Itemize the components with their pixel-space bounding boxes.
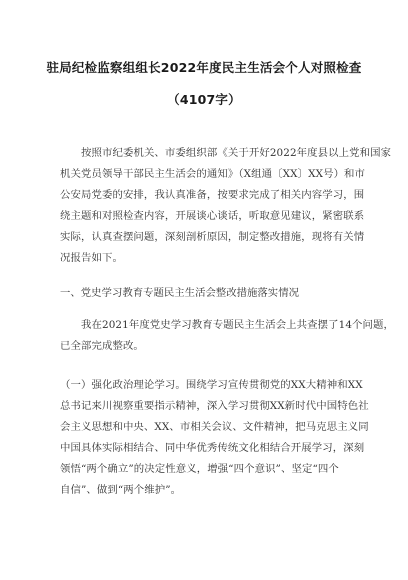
paragraph-line: 中国具体实际相结合、同中华优秀传统文化相结合开展学习，深刻 bbox=[60, 442, 365, 454]
paragraph-line: 自信”、做到“两个维护”。 bbox=[60, 484, 182, 496]
paragraph-line: 况报告如下。 bbox=[60, 252, 123, 264]
paragraph-line: 机关党员领导干部民主生活会的通知》（X组通〔XX〕XX号）和市 bbox=[60, 168, 366, 180]
paragraph-line: 我在2021年度党史学习教育专题民主生活会上共查摆了14个问题， bbox=[81, 319, 395, 331]
section-heading: 一、党史学习教育专题民主生活会整改措施落实情况 bbox=[60, 287, 299, 299]
intro-paragraph bbox=[60, 143, 392, 269]
paragraph-line: （一）强化政治理论学习。围绕学习宣传贯彻党的XX大精神和XX bbox=[60, 379, 363, 391]
item-paragraph bbox=[60, 375, 369, 501]
document-title: 驻局纪检监察组组长2022年度民主生活会个人对照检查 bbox=[46, 60, 362, 75]
paragraph-line: 公安局党委的安排，我认真准备，按要求完成了相关内容学习，围 bbox=[60, 189, 365, 201]
paragraph-line: 领悟“两个确立”的决定性意义，增强“四个意识”、坚定“四个 bbox=[60, 463, 339, 475]
paragraph-line: 已全部完成整改。 bbox=[60, 340, 144, 352]
document-word-count: （4107字） bbox=[167, 92, 241, 107]
paragraph-line: 总书记来川视察重要指示精神，深入学习贯彻XX新时代中国特色社 bbox=[60, 400, 369, 412]
paragraph-line: 会主义思想和中央、XX、市相关会议、文件精神，把马克思主义同 bbox=[60, 421, 369, 433]
paragraph-line: 绕主题和对照检查内容，开展谈心谈话，听取意见建议，紧密联系 bbox=[60, 210, 365, 222]
paragraph-line: 实际，认真查摆问题，深刻剖析原因，制定整改措施，现将有关情 bbox=[60, 231, 365, 243]
section-paragraph bbox=[60, 315, 395, 357]
paragraph-line: 按照市纪委机关、市委组织部《关于开好2022年度县以上党和国家 bbox=[81, 147, 392, 159]
